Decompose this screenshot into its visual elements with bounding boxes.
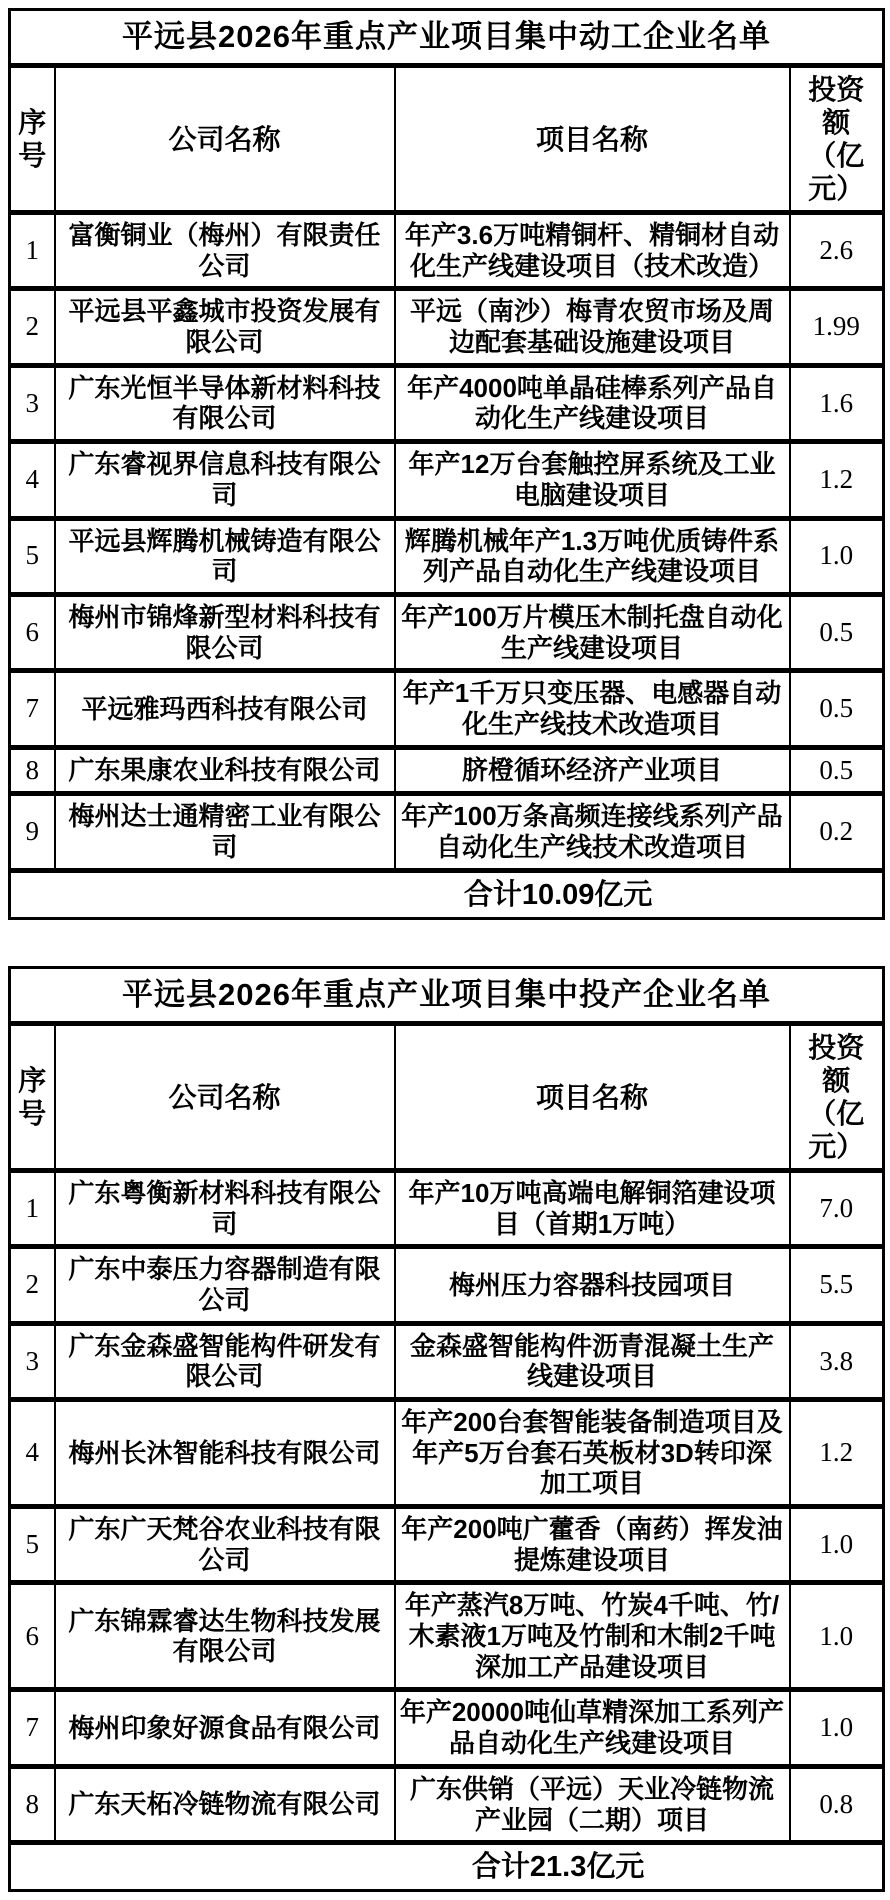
table2-header-project: 项目名称 — [395, 1023, 790, 1170]
row-index: 3 — [10, 1323, 55, 1399]
table-row — [10, 794, 884, 870]
table-row — [10, 1400, 884, 1507]
row-index: 2 — [10, 289, 55, 365]
table2-header-company: 公司名称 — [55, 1023, 395, 1170]
company-name: 梅州印象好源食品有限公司 — [55, 1690, 395, 1766]
investment-amount: 0.8 — [790, 1766, 884, 1842]
investment-amount: 1.0 — [790, 1507, 884, 1583]
project-name: 年产100万片模压木制托盘自动化生产线建设项目 — [395, 594, 790, 670]
company-name: 广东天柘冷链物流有限公司 — [55, 1766, 395, 1842]
row-index: 7 — [10, 671, 55, 747]
investment-amount: 3.8 — [790, 1323, 884, 1399]
table-row — [10, 594, 884, 670]
project-name: 年产10万吨高端电解铜箔建设项目（首期1万吨） — [395, 1171, 790, 1247]
table-row — [10, 1323, 884, 1399]
investment-amount: 1.0 — [790, 518, 884, 594]
company-name: 梅州市锦烽新型材料科技有限公司 — [55, 594, 395, 670]
table1-total: 合计10.09亿元 — [10, 870, 884, 918]
table1-title-row — [10, 10, 884, 66]
company-name: 广东广天梵谷农业科技有限公司 — [55, 1507, 395, 1583]
table-row — [10, 289, 884, 365]
row-index: 6 — [10, 594, 55, 670]
table1-header-project: 项目名称 — [395, 66, 790, 213]
project-name: 年产20000吨仙草精深加工系列产品自动化生产线建设项目 — [395, 1690, 790, 1766]
table-row — [10, 1247, 884, 1323]
investment-amount: 5.5 — [790, 1247, 884, 1323]
table2-header-index: 序号 — [10, 1023, 55, 1170]
investment-amount: 1.2 — [790, 442, 884, 518]
project-name: 年产200台套智能装备制造项目及年产5万台套石英板材3D转印深加工项目 — [395, 1400, 790, 1507]
project-name: 年产1千万只变压器、电感器自动化生产线技术改造项目 — [395, 671, 790, 747]
company-name: 平远县平鑫城市投资发展有限公司 — [55, 289, 395, 365]
investment-amount: 7.0 — [790, 1171, 884, 1247]
row-index: 7 — [10, 1690, 55, 1766]
table-groundbreaking-projects — [8, 8, 885, 920]
table2-title: 平远县2026年重点产业项目集中投产企业名单 — [10, 967, 884, 1023]
investment-amount: 0.5 — [790, 671, 884, 747]
project-name: 年产4000吨单晶硅棒系列产品自动化生产线建设项目 — [395, 365, 790, 441]
table-row — [10, 365, 884, 441]
table-row — [10, 1583, 884, 1690]
investment-amount: 0.2 — [790, 794, 884, 870]
row-index: 5 — [10, 1507, 55, 1583]
table1-title: 平远县2026年重点产业项目集中动工企业名单 — [10, 10, 884, 66]
row-index: 4 — [10, 442, 55, 518]
row-index: 8 — [10, 747, 55, 794]
company-name: 富衡铜业（梅州）有限责任公司 — [55, 213, 395, 289]
investment-amount: 1.2 — [790, 1400, 884, 1507]
table-row — [10, 747, 884, 794]
table2-total: 合计21.3亿元 — [10, 1843, 884, 1891]
project-name: 年产100万条高频连接线系列产品自动化生产线技术改造项目 — [395, 794, 790, 870]
company-name: 平远雅玛西科技有限公司 — [55, 671, 395, 747]
table1-header-investment: 投资额（亿元） — [790, 66, 884, 213]
company-name: 平远县辉腾机械铸造有限公司 — [55, 518, 395, 594]
row-index: 1 — [10, 213, 55, 289]
project-name: 脐橙循环经济产业项目 — [395, 747, 790, 794]
row-index: 3 — [10, 365, 55, 441]
table2-header-row — [10, 1023, 884, 1170]
table1-header-company: 公司名称 — [55, 66, 395, 213]
company-name: 广东光恒半导体新材料科技有限公司 — [55, 365, 395, 441]
table1-total-row — [10, 870, 884, 918]
project-name: 年产3.6万吨精铜杆、精铜材自动化生产线建设项目（技术改造） — [395, 213, 790, 289]
table-row — [10, 1171, 884, 1247]
table-production-projects — [8, 966, 885, 1892]
project-name: 辉腾机械年产1.3万吨优质铸件系列产品自动化生产线建设项目 — [395, 518, 790, 594]
investment-amount: 2.6 — [790, 213, 884, 289]
row-index: 4 — [10, 1400, 55, 1507]
company-name: 广东金森盛智能构件研发有限公司 — [55, 1323, 395, 1399]
table-row — [10, 1690, 884, 1766]
row-index: 1 — [10, 1171, 55, 1247]
investment-amount: 1.6 — [790, 365, 884, 441]
table-row — [10, 1766, 884, 1842]
row-index: 2 — [10, 1247, 55, 1323]
table1-header-row — [10, 66, 884, 213]
table-row — [10, 671, 884, 747]
project-name: 梅州压力容器科技园项目 — [395, 1247, 790, 1323]
project-name: 平远（南沙）梅青农贸市场及周边配套基础设施建设项目 — [395, 289, 790, 365]
company-name: 梅州达士通精密工业有限公司 — [55, 794, 395, 870]
project-name: 广东供销（平远）天业冷链物流产业园（二期）项目 — [395, 1766, 790, 1842]
investment-amount: 1.0 — [790, 1583, 884, 1690]
company-name: 广东果康农业科技有限公司 — [55, 747, 395, 794]
company-name: 广东粤衡新材料科技有限公司 — [55, 1171, 395, 1247]
row-index: 8 — [10, 1766, 55, 1842]
project-name: 年产12万台套触控屏系统及工业电脑建设项目 — [395, 442, 790, 518]
investment-amount: 0.5 — [790, 747, 884, 794]
table-row — [10, 1507, 884, 1583]
project-name: 年产蒸汽8万吨、竹炭4千吨、竹/木素液1万吨及竹制和木制2千吨深加工产品建设项目 — [395, 1583, 790, 1690]
company-name: 梅州长沐智能科技有限公司 — [55, 1400, 395, 1507]
project-name: 金森盛智能构件沥青混凝土生产线建设项目 — [395, 1323, 790, 1399]
table2-title-row — [10, 967, 884, 1023]
table-row — [10, 213, 884, 289]
project-name: 年产200吨广藿香（南药）挥发油 提炼建设项目 — [395, 1507, 790, 1583]
company-name: 广东中泰压力容器制造有限公司 — [55, 1247, 395, 1323]
row-index: 5 — [10, 518, 55, 594]
table2-total-row — [10, 1843, 884, 1891]
table2-header-investment: 投资额（亿元） — [790, 1023, 884, 1170]
company-name: 广东锦霖睿达生物科技发展有限公司 — [55, 1583, 395, 1690]
table1-header-index: 序号 — [10, 66, 55, 213]
row-index: 9 — [10, 794, 55, 870]
investment-amount: 1.0 — [790, 1690, 884, 1766]
company-name: 广东睿视界信息科技有限公司 — [55, 442, 395, 518]
investment-amount: 0.5 — [790, 594, 884, 670]
row-index: 6 — [10, 1583, 55, 1690]
table-row — [10, 442, 884, 518]
investment-amount: 1.99 — [790, 289, 884, 365]
table-row — [10, 518, 884, 594]
